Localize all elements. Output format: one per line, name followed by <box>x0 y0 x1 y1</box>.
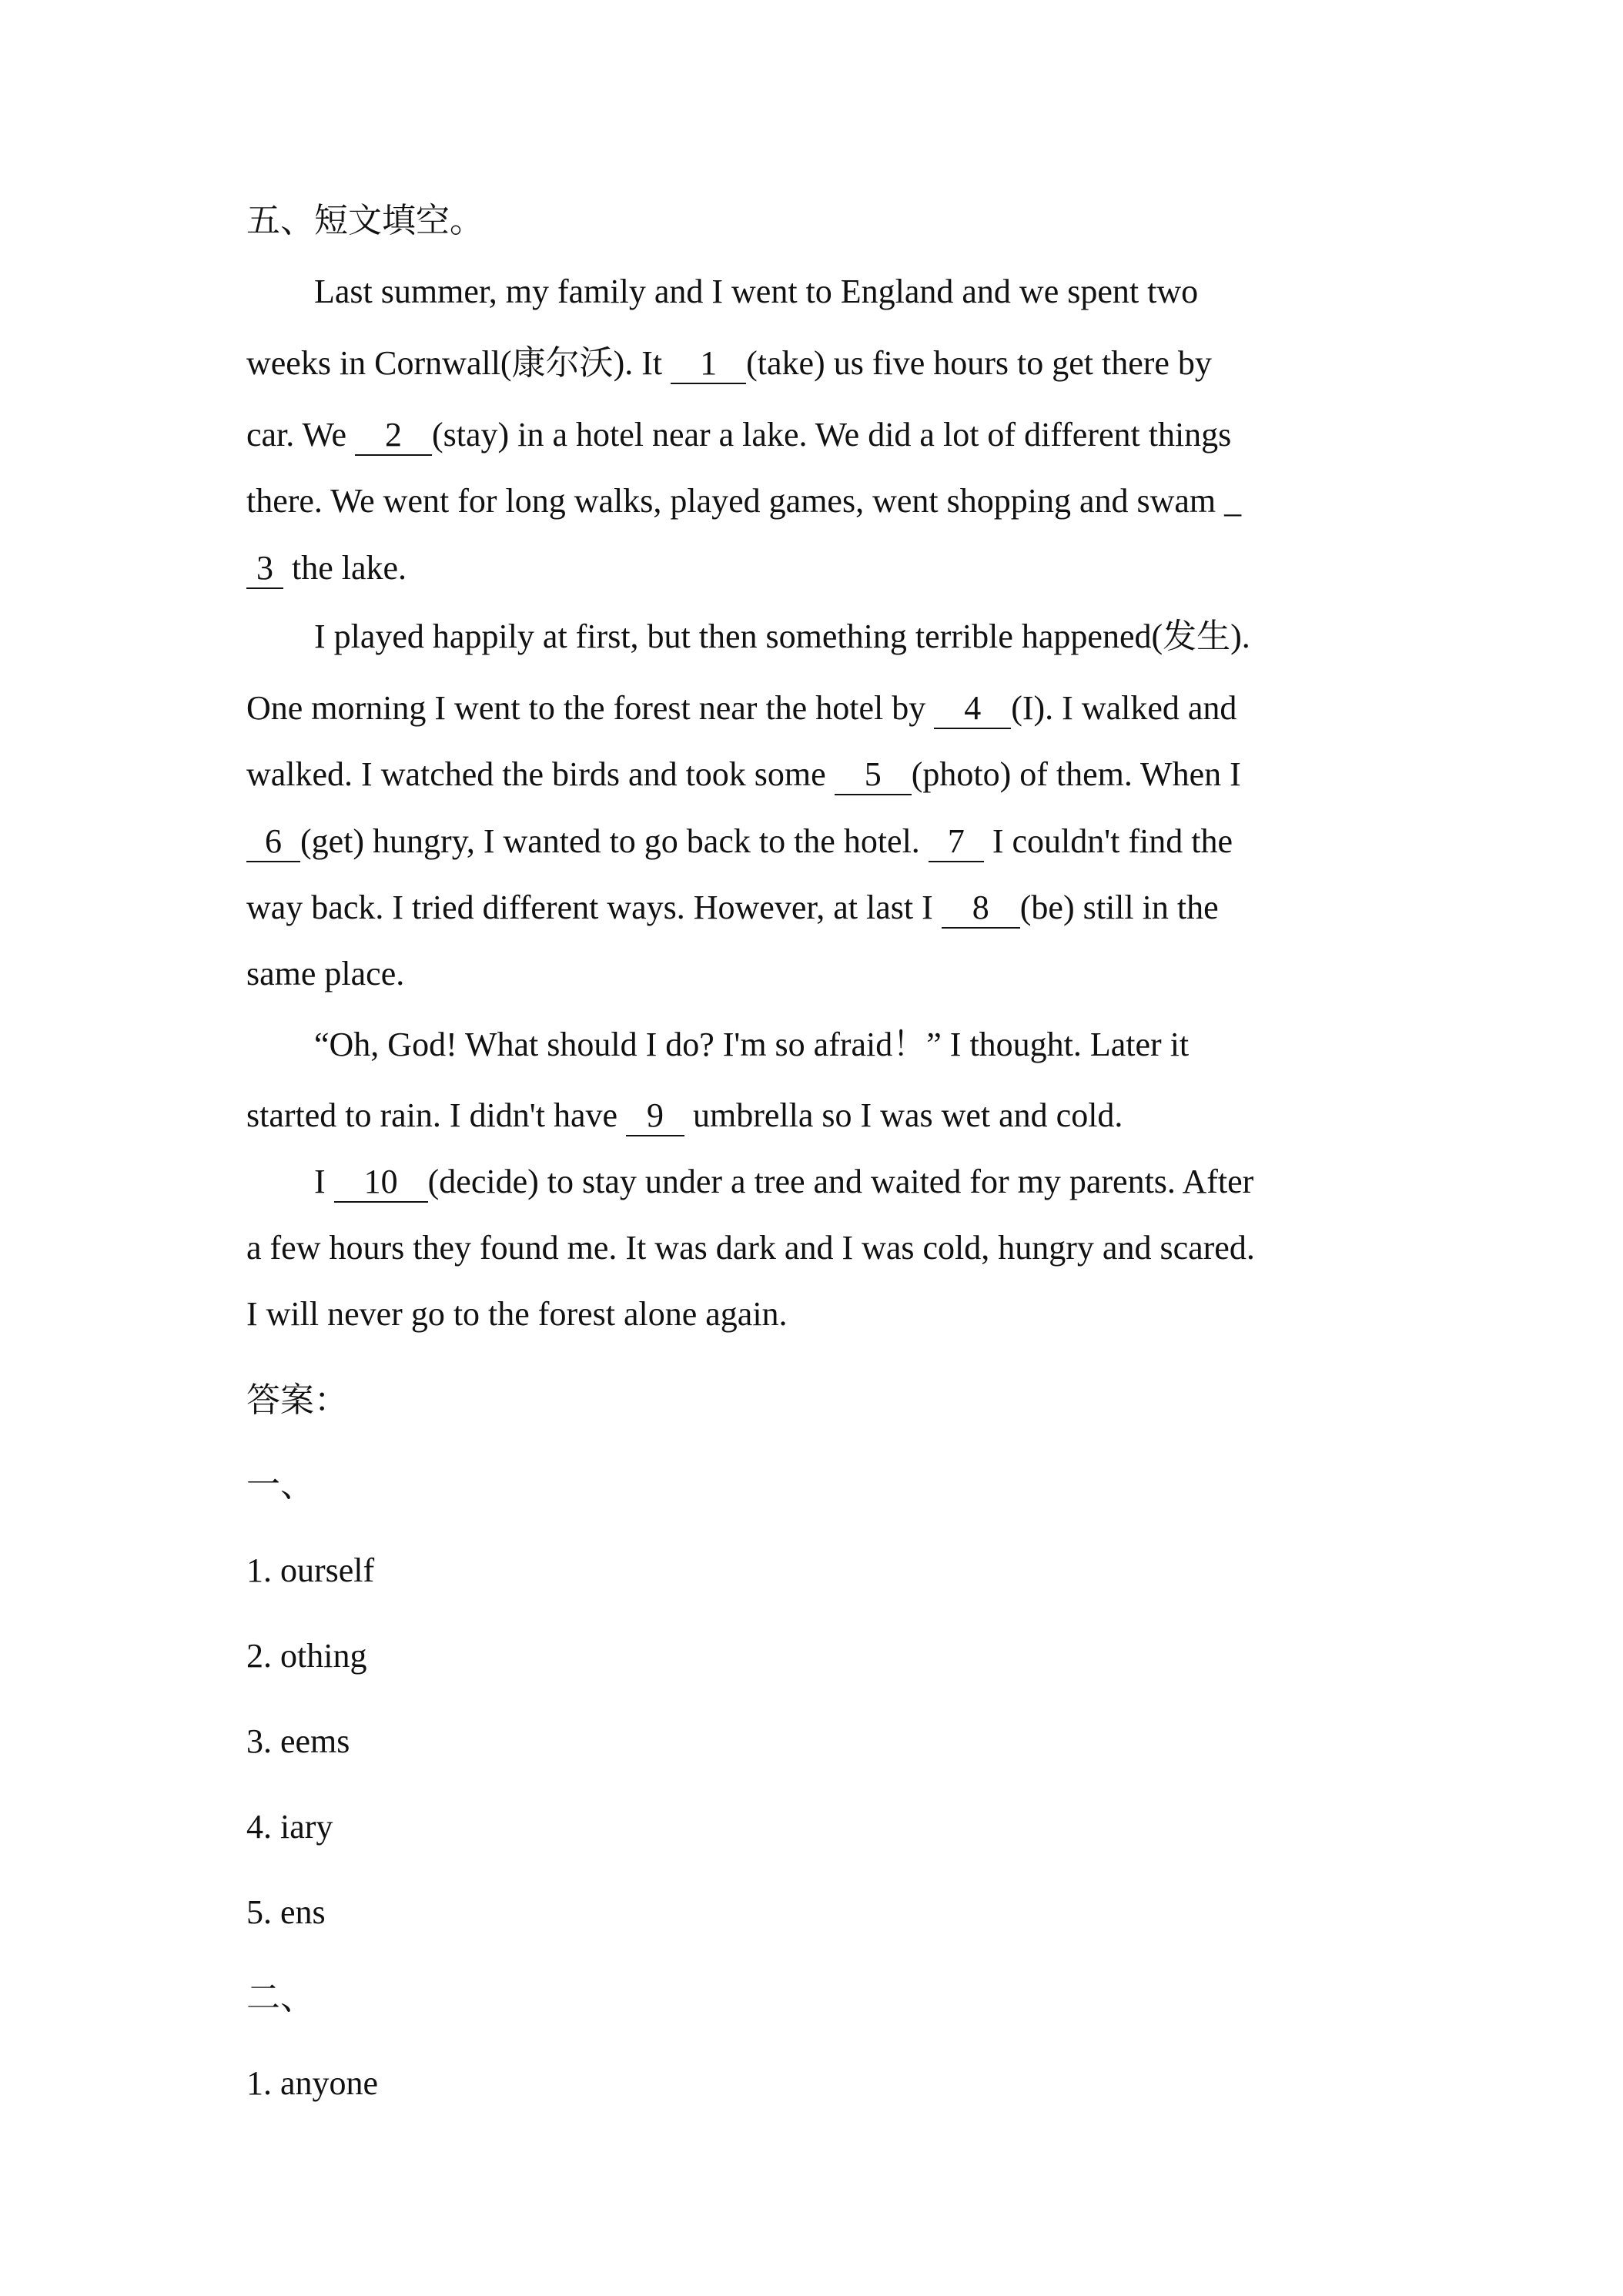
passage-line: I played happily at first, but then something terrible happened(发生). <box>314 618 1250 655</box>
blank-3: 3 <box>246 551 283 589</box>
passage-line: a few hours they found me. It was dark and I was cold, hungry and scared. <box>246 1229 1255 1267</box>
passage-line: Last summer, my family and I went to England and we spent two <box>314 273 1199 310</box>
blank-8: 8 <box>942 891 1020 929</box>
answer-item: 1. anyone <box>246 2064 379 2102</box>
blank-9: 9 <box>626 1099 684 1136</box>
answer-item: 4. iary <box>246 1808 333 1846</box>
passage-line: walked. I watched the birds and took some 5 (photo) of them. When I <box>246 758 1241 795</box>
blank-5: 5 <box>835 758 912 795</box>
blank-4: 4 <box>934 691 1011 729</box>
answer-item: 5. ens <box>246 1893 326 1931</box>
passage-line: car. We 2 (stay) in a hotel near a lake. We did a lot of different things <box>246 418 1231 456</box>
blank-2: 2 <box>355 418 432 456</box>
passage-line: 3 the lake. <box>246 551 407 589</box>
blank-6: 6 <box>246 825 300 862</box>
passage-line: 6 (get) hungry, I wanted to go back to the hotel. 7 I couldn't find the <box>246 825 1233 862</box>
answers-heading: 答案： <box>246 1381 348 1419</box>
section-title: 五、短文填空。 <box>246 202 484 239</box>
answer-part-label: 二、 <box>246 1979 314 2017</box>
answer-item: 1. ourself <box>246 1551 375 1589</box>
passage-line: same place. <box>246 955 405 992</box>
answer-item: 2. othing <box>246 1637 367 1675</box>
passage-line: started to rain. I didn't have 9 umbrella so I was wet and cold. <box>246 1099 1123 1136</box>
passage-line: One morning I went to the forest near the hotel by 4 (I). I walked and <box>246 691 1236 729</box>
blank-7: 7 <box>929 825 984 862</box>
answer-part-label: 一、 <box>246 1466 314 1504</box>
passage-line: way back. I tried different ways. However, at last I 8 (be) still in the <box>246 891 1219 929</box>
answer-item: 3. eems <box>246 1722 350 1760</box>
passage-line: “Oh, God! What should I do? I'm so afraid！” I thought. Later it <box>314 1026 1190 1063</box>
passage-line: there. We went for long walks, played games, went shopping and swam _ <box>246 482 1242 520</box>
blank-10: 10 <box>334 1165 428 1203</box>
blank-3-start: _ <box>1224 482 1242 520</box>
passage-line: weeks in Cornwall(康尔沃). It 1 (take) us five hours to get there by <box>246 346 1212 384</box>
passage-line: I will never go to the forest alone again. <box>246 1295 788 1333</box>
passage-line: I 10 (decide) to stay under a tree and waited for my parents. After <box>314 1165 1253 1203</box>
blank-1: 1 <box>671 346 746 384</box>
